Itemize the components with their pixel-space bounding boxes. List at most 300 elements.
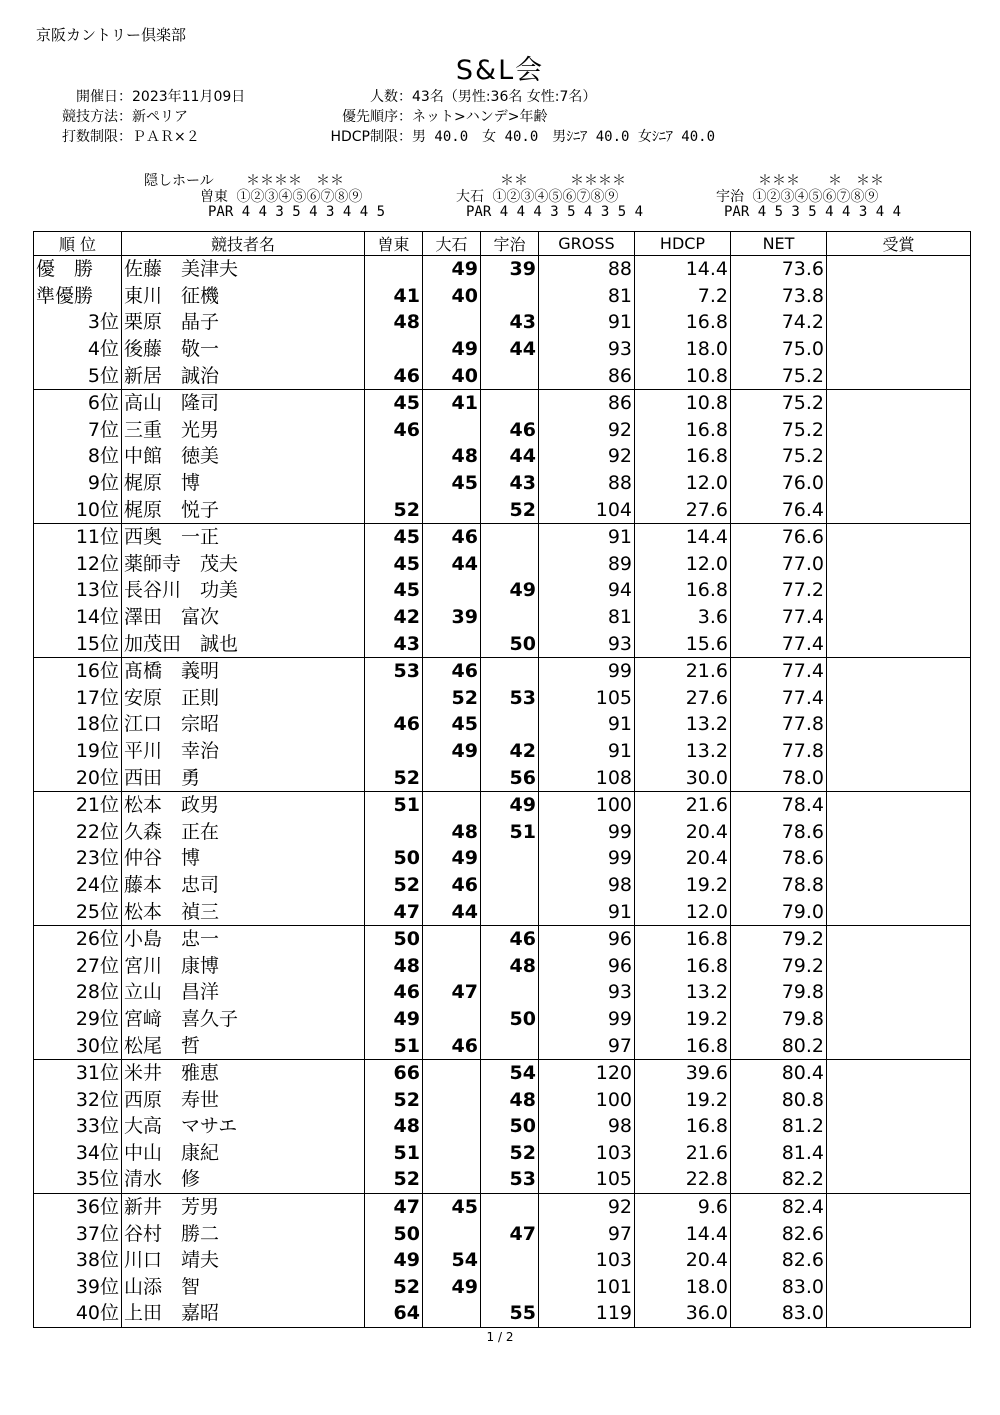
- cell-c1: 50: [365, 925, 423, 952]
- cell-c3: [481, 1193, 539, 1220]
- info-method: 競技方法：新ペリア: [62, 109, 188, 125]
- cell-gross: 108: [539, 764, 635, 791]
- col-rank: 順 位: [34, 232, 122, 256]
- cell-award: [827, 738, 971, 765]
- col-uji: 宇治: [481, 232, 539, 256]
- cell-hdcp: 21.6: [635, 791, 731, 818]
- cell-rank: 7位: [34, 417, 122, 444]
- cell-gross: 101: [539, 1274, 635, 1301]
- table-row: [34, 389, 971, 416]
- col-hdcp: HDCP: [635, 232, 731, 256]
- cell-c3: [481, 657, 539, 684]
- cell-name: 藤本 忠司: [122, 872, 365, 899]
- cell-hdcp: 18.0: [635, 336, 731, 363]
- cell-award: [827, 685, 971, 712]
- cell-name: 松本 禎三: [122, 898, 365, 925]
- cell-name: 平川 幸治: [122, 738, 365, 765]
- cell-c1: 46: [365, 417, 423, 444]
- cell-c2: 49: [423, 1274, 481, 1301]
- cell-c2: 52: [423, 685, 481, 712]
- cell-net: 82.4: [731, 1193, 827, 1220]
- table-row: [34, 1032, 971, 1059]
- hidden-hole-label: 隠しホール: [144, 173, 214, 189]
- cell-gross: 88: [539, 470, 635, 497]
- cell-award: [827, 389, 971, 416]
- table-row: [34, 604, 971, 631]
- page-title: S&L会: [455, 55, 545, 86]
- cell-c1: 52: [365, 1166, 423, 1193]
- cell-rank: 12位: [34, 551, 122, 578]
- cell-rank: 27位: [34, 952, 122, 979]
- table-header: [34, 232, 971, 256]
- cell-hdcp: 16.8: [635, 417, 731, 444]
- table-row: [34, 898, 971, 925]
- table-row: [34, 1300, 971, 1327]
- cell-award: [827, 443, 971, 470]
- cell-gross: 99: [539, 1006, 635, 1033]
- cell-net: 77.4: [731, 604, 827, 631]
- cell-rank: 23位: [34, 845, 122, 872]
- cell-award: [827, 872, 971, 899]
- cell-c2: [423, 1059, 481, 1086]
- cell-c2: [423, 496, 481, 523]
- cell-hdcp: 19.2: [635, 1006, 731, 1033]
- cell-award: [827, 764, 971, 791]
- table-row: [34, 925, 971, 952]
- cell-c1: 52: [365, 764, 423, 791]
- cell-gross: 86: [539, 362, 635, 389]
- cell-name: 長谷川 功美: [122, 577, 365, 604]
- cell-net: 83.0: [731, 1274, 827, 1301]
- cell-name: 谷村 勝二: [122, 1220, 365, 1247]
- cell-gross: 97: [539, 1220, 635, 1247]
- cell-gross: 104: [539, 496, 635, 523]
- cell-gross: 99: [539, 818, 635, 845]
- course-holes-uji: 宇治 ①②③④⑤⑥⑦⑧⑨: [716, 189, 879, 205]
- cell-net: 80.2: [731, 1032, 827, 1059]
- cell-name: 新井 芳男: [122, 1193, 365, 1220]
- cell-c3: 39: [481, 256, 539, 283]
- cell-name: 佐藤 美津夫: [122, 256, 365, 283]
- cell-award: [827, 577, 971, 604]
- cell-rank: 準優勝: [34, 283, 122, 310]
- cell-c1: 48: [365, 952, 423, 979]
- cell-hdcp: 14.4: [635, 256, 731, 283]
- cell-award: [827, 818, 971, 845]
- cell-rank: 25位: [34, 898, 122, 925]
- col-net: NET: [731, 232, 827, 256]
- cell-rank: 8位: [34, 443, 122, 470]
- table-row: [34, 764, 971, 791]
- cell-c1: 49: [365, 1006, 423, 1033]
- cell-c1: 64: [365, 1300, 423, 1327]
- cell-c2: [423, 952, 481, 979]
- table-row: [34, 711, 971, 738]
- cell-name: 川口 靖夫: [122, 1247, 365, 1274]
- table-row: [34, 845, 971, 872]
- cell-award: [827, 523, 971, 550]
- cell-net: 78.6: [731, 845, 827, 872]
- cell-gross: 91: [539, 738, 635, 765]
- cell-hdcp: 20.4: [635, 845, 731, 872]
- cell-name: 米井 雅恵: [122, 1059, 365, 1086]
- cell-award: [827, 309, 971, 336]
- cell-net: 76.0: [731, 470, 827, 497]
- table-row: [34, 791, 971, 818]
- cell-c3: 52: [481, 496, 539, 523]
- cell-hdcp: 15.6: [635, 630, 731, 657]
- cell-c3: 44: [481, 443, 539, 470]
- cell-c3: 43: [481, 309, 539, 336]
- table-row: [34, 577, 971, 604]
- cell-c1: 52: [365, 1274, 423, 1301]
- hidden-marks-sodo: ＊＊＊＊ ＊＊: [246, 173, 344, 189]
- cell-hdcp: 19.2: [635, 872, 731, 899]
- cell-c3: 55: [481, 1300, 539, 1327]
- cell-net: 78.6: [731, 818, 827, 845]
- cell-c3: [481, 1247, 539, 1274]
- club-name: 京阪カントリー倶楽部: [36, 26, 187, 44]
- cell-rank: 11位: [34, 523, 122, 550]
- table-row: [34, 818, 971, 845]
- cell-c2: [423, 1086, 481, 1113]
- cell-c2: [423, 309, 481, 336]
- cell-c2: [423, 1300, 481, 1327]
- cell-name: 江口 宗昭: [122, 711, 365, 738]
- table-row: [34, 952, 971, 979]
- table-row: [34, 1140, 971, 1167]
- cell-rank: 30位: [34, 1032, 122, 1059]
- table-row: [34, 738, 971, 765]
- cell-c1: [365, 470, 423, 497]
- cell-c2: 39: [423, 604, 481, 631]
- cell-c2: 44: [423, 898, 481, 925]
- info-count: 人数：43名（男性:36名 女性:7名）: [370, 89, 597, 105]
- cell-c2: 40: [423, 283, 481, 310]
- cell-rank: 26位: [34, 925, 122, 952]
- cell-rank: 14位: [34, 604, 122, 631]
- cell-name: 西原 寿世: [122, 1086, 365, 1113]
- cell-award: [827, 1113, 971, 1140]
- cell-name: 松本 政男: [122, 791, 365, 818]
- cell-c2: [423, 577, 481, 604]
- table-row: [34, 283, 971, 310]
- cell-award: [827, 1006, 971, 1033]
- cell-c3: 50: [481, 1006, 539, 1033]
- cell-gross: 96: [539, 952, 635, 979]
- info-priority: 優先順序：ネット>ハンデ>年齢: [342, 109, 548, 125]
- cell-hdcp: 20.4: [635, 818, 731, 845]
- cell-name: 仲谷 博: [122, 845, 365, 872]
- cell-hdcp: 22.8: [635, 1166, 731, 1193]
- cell-c3: 42: [481, 738, 539, 765]
- cell-gross: 91: [539, 523, 635, 550]
- cell-rank: 21位: [34, 791, 122, 818]
- cell-c1: [365, 256, 423, 283]
- cell-rank: 29位: [34, 1006, 122, 1033]
- cell-award: [827, 1247, 971, 1274]
- cell-c2: 49: [423, 845, 481, 872]
- cell-gross: 81: [539, 283, 635, 310]
- cell-name: 髙橋 義明: [122, 657, 365, 684]
- cell-c3: [481, 1274, 539, 1301]
- cell-c1: 45: [365, 577, 423, 604]
- cell-c3: [481, 389, 539, 416]
- cell-hdcp: 20.4: [635, 1247, 731, 1274]
- cell-award: [827, 1032, 971, 1059]
- cell-rank: 33位: [34, 1113, 122, 1140]
- cell-c1: 46: [365, 711, 423, 738]
- cell-gross: 100: [539, 1086, 635, 1113]
- cell-gross: 99: [539, 845, 635, 872]
- cell-gross: 93: [539, 979, 635, 1006]
- cell-net: 83.0: [731, 1300, 827, 1327]
- cell-hdcp: 39.6: [635, 1059, 731, 1086]
- cell-c3: 50: [481, 1113, 539, 1140]
- cell-c3: 43: [481, 470, 539, 497]
- cell-name: 西奥 一正: [122, 523, 365, 550]
- course-holes-oishi: 大石 ①②③④⑤⑥⑦⑧⑨: [456, 189, 619, 205]
- cell-gross: 93: [539, 336, 635, 363]
- cell-hdcp: 3.6: [635, 604, 731, 631]
- hidden-marks-oishi: ＊＊ ＊＊＊＊: [500, 173, 626, 189]
- cell-net: 77.4: [731, 685, 827, 712]
- cell-gross: 105: [539, 685, 635, 712]
- cell-c2: 47: [423, 979, 481, 1006]
- cell-net: 76.6: [731, 523, 827, 550]
- cell-net: 82.6: [731, 1220, 827, 1247]
- cell-gross: 86: [539, 389, 635, 416]
- cell-gross: 94: [539, 577, 635, 604]
- cell-net: 81.2: [731, 1113, 827, 1140]
- cell-hdcp: 27.6: [635, 685, 731, 712]
- table-row: [34, 630, 971, 657]
- cell-hdcp: 30.0: [635, 764, 731, 791]
- col-name: 競技者名: [122, 232, 365, 256]
- cell-hdcp: 13.2: [635, 738, 731, 765]
- cell-c2: [423, 417, 481, 444]
- cell-name: 清水 修: [122, 1166, 365, 1193]
- cell-c1: 46: [365, 362, 423, 389]
- cell-hdcp: 16.8: [635, 443, 731, 470]
- course-holes-sodo: 曽東 ①②③④⑤⑥⑦⑧⑨: [200, 189, 363, 205]
- cell-rank: 37位: [34, 1220, 122, 1247]
- cell-hdcp: 21.6: [635, 657, 731, 684]
- cell-gross: 96: [539, 925, 635, 952]
- cell-gross: 89: [539, 551, 635, 578]
- table-row: [34, 1166, 971, 1193]
- cell-gross: 100: [539, 791, 635, 818]
- cell-hdcp: 36.0: [635, 1300, 731, 1327]
- table-row: [34, 1193, 971, 1220]
- cell-name: 薬師寺 茂夫: [122, 551, 365, 578]
- cell-c1: 48: [365, 309, 423, 336]
- cell-c2: [423, 1140, 481, 1167]
- table-row: [34, 443, 971, 470]
- cell-rank: 35位: [34, 1166, 122, 1193]
- cell-gross: 98: [539, 1113, 635, 1140]
- cell-award: [827, 898, 971, 925]
- cell-gross: 92: [539, 1193, 635, 1220]
- cell-c1: 66: [365, 1059, 423, 1086]
- cell-name: 松尾 哲: [122, 1032, 365, 1059]
- cell-hdcp: 10.8: [635, 389, 731, 416]
- cell-award: [827, 1274, 971, 1301]
- cell-c3: [481, 362, 539, 389]
- cell-rank: 40位: [34, 1300, 122, 1327]
- cell-c1: [365, 443, 423, 470]
- cell-award: [827, 1193, 971, 1220]
- cell-name: 三重 光男: [122, 417, 365, 444]
- cell-c1: 51: [365, 1032, 423, 1059]
- cell-c3: 46: [481, 417, 539, 444]
- cell-c3: 48: [481, 1086, 539, 1113]
- cell-rank: 36位: [34, 1193, 122, 1220]
- cell-net: 78.8: [731, 872, 827, 899]
- cell-c2: [423, 630, 481, 657]
- table-row: [34, 496, 971, 523]
- cell-c3: 44: [481, 336, 539, 363]
- cell-c3: 49: [481, 577, 539, 604]
- col-gross: GROSS: [539, 232, 635, 256]
- cell-hdcp: 14.4: [635, 523, 731, 550]
- cell-name: 小島 忠一: [122, 925, 365, 952]
- table-row: [34, 523, 971, 550]
- cell-gross: 105: [539, 1166, 635, 1193]
- table-row: [34, 1113, 971, 1140]
- cell-c1: 49: [365, 1247, 423, 1274]
- table-row: [34, 1059, 971, 1086]
- cell-gross: 92: [539, 417, 635, 444]
- cell-c3: 51: [481, 818, 539, 845]
- cell-c3: [481, 711, 539, 738]
- cell-c1: 45: [365, 551, 423, 578]
- cell-gross: 103: [539, 1140, 635, 1167]
- cell-hdcp: 21.6: [635, 1140, 731, 1167]
- cell-net: 82.6: [731, 1247, 827, 1274]
- cell-net: 77.4: [731, 657, 827, 684]
- cell-c1: 47: [365, 898, 423, 925]
- cell-rank: 24位: [34, 872, 122, 899]
- col-oishi: 大石: [423, 232, 481, 256]
- cell-name: 梶原 悦子: [122, 496, 365, 523]
- cell-c1: 52: [365, 1086, 423, 1113]
- cell-net: 80.8: [731, 1086, 827, 1113]
- cell-c3: 49: [481, 791, 539, 818]
- cell-c3: [481, 604, 539, 631]
- cell-hdcp: 16.8: [635, 952, 731, 979]
- cell-c3: [481, 979, 539, 1006]
- cell-c3: [481, 523, 539, 550]
- cell-net: 81.4: [731, 1140, 827, 1167]
- cell-award: [827, 979, 971, 1006]
- cell-net: 75.2: [731, 362, 827, 389]
- cell-c2: 45: [423, 711, 481, 738]
- cell-c1: 45: [365, 523, 423, 550]
- cell-gross: 103: [539, 1247, 635, 1274]
- cell-net: 77.8: [731, 738, 827, 765]
- cell-c3: 47: [481, 1220, 539, 1247]
- cell-name: 高山 隆司: [122, 389, 365, 416]
- cell-hdcp: 16.8: [635, 925, 731, 952]
- cell-name: 中館 徳美: [122, 443, 365, 470]
- cell-c2: 49: [423, 256, 481, 283]
- cell-hdcp: 13.2: [635, 979, 731, 1006]
- cell-c2: [423, 1166, 481, 1193]
- cell-c3: [481, 283, 539, 310]
- cell-name: 西田 勇: [122, 764, 365, 791]
- cell-rank: 10位: [34, 496, 122, 523]
- cell-net: 73.6: [731, 256, 827, 283]
- cell-c1: [365, 818, 423, 845]
- cell-net: 77.0: [731, 551, 827, 578]
- cell-c1: 48: [365, 1113, 423, 1140]
- cell-hdcp: 18.0: [635, 1274, 731, 1301]
- table-row: [34, 685, 971, 712]
- cell-c2: 48: [423, 818, 481, 845]
- cell-rank: 4位: [34, 336, 122, 363]
- cell-c1: 53: [365, 657, 423, 684]
- table-row: [34, 1006, 971, 1033]
- cell-net: 75.0: [731, 336, 827, 363]
- cell-c1: 43: [365, 630, 423, 657]
- cell-rank: 5位: [34, 362, 122, 389]
- cell-rank: 18位: [34, 711, 122, 738]
- cell-gross: 81: [539, 604, 635, 631]
- cell-c2: 46: [423, 1032, 481, 1059]
- table-row: [34, 1247, 971, 1274]
- cell-rank: 16位: [34, 657, 122, 684]
- cell-hdcp: 12.0: [635, 898, 731, 925]
- cell-c3: 50: [481, 630, 539, 657]
- cell-name: 新居 誠治: [122, 362, 365, 389]
- cell-name: 宮川 康博: [122, 952, 365, 979]
- cell-c1: 45: [365, 389, 423, 416]
- cell-net: 77.8: [731, 711, 827, 738]
- cell-gross: 120: [539, 1059, 635, 1086]
- cell-award: [827, 845, 971, 872]
- cell-c2: 45: [423, 470, 481, 497]
- cell-c1: 42: [365, 604, 423, 631]
- cell-award: [827, 1140, 971, 1167]
- cell-award: [827, 604, 971, 631]
- cell-net: 79.0: [731, 898, 827, 925]
- cell-rank: 20位: [34, 764, 122, 791]
- cell-award: [827, 1300, 971, 1327]
- cell-rank: 15位: [34, 630, 122, 657]
- cell-c3: 52: [481, 1140, 539, 1167]
- cell-c3: 54: [481, 1059, 539, 1086]
- table-row: [34, 1220, 971, 1247]
- cell-gross: 91: [539, 309, 635, 336]
- cell-name: 久森 正在: [122, 818, 365, 845]
- cell-c3: [481, 551, 539, 578]
- cell-name: 安原 正則: [122, 685, 365, 712]
- cell-c3: [481, 845, 539, 872]
- cell-rank: 31位: [34, 1059, 122, 1086]
- cell-c3: [481, 898, 539, 925]
- cell-rank: 19位: [34, 738, 122, 765]
- cell-c1: 50: [365, 1220, 423, 1247]
- col-sodo: 曽東: [365, 232, 423, 256]
- cell-net: 79.8: [731, 1006, 827, 1033]
- cell-hdcp: 12.0: [635, 551, 731, 578]
- cell-net: 77.4: [731, 630, 827, 657]
- cell-c3: 53: [481, 1166, 539, 1193]
- cell-gross: 93: [539, 630, 635, 657]
- cell-net: 75.2: [731, 417, 827, 444]
- cell-rank: 34位: [34, 1140, 122, 1167]
